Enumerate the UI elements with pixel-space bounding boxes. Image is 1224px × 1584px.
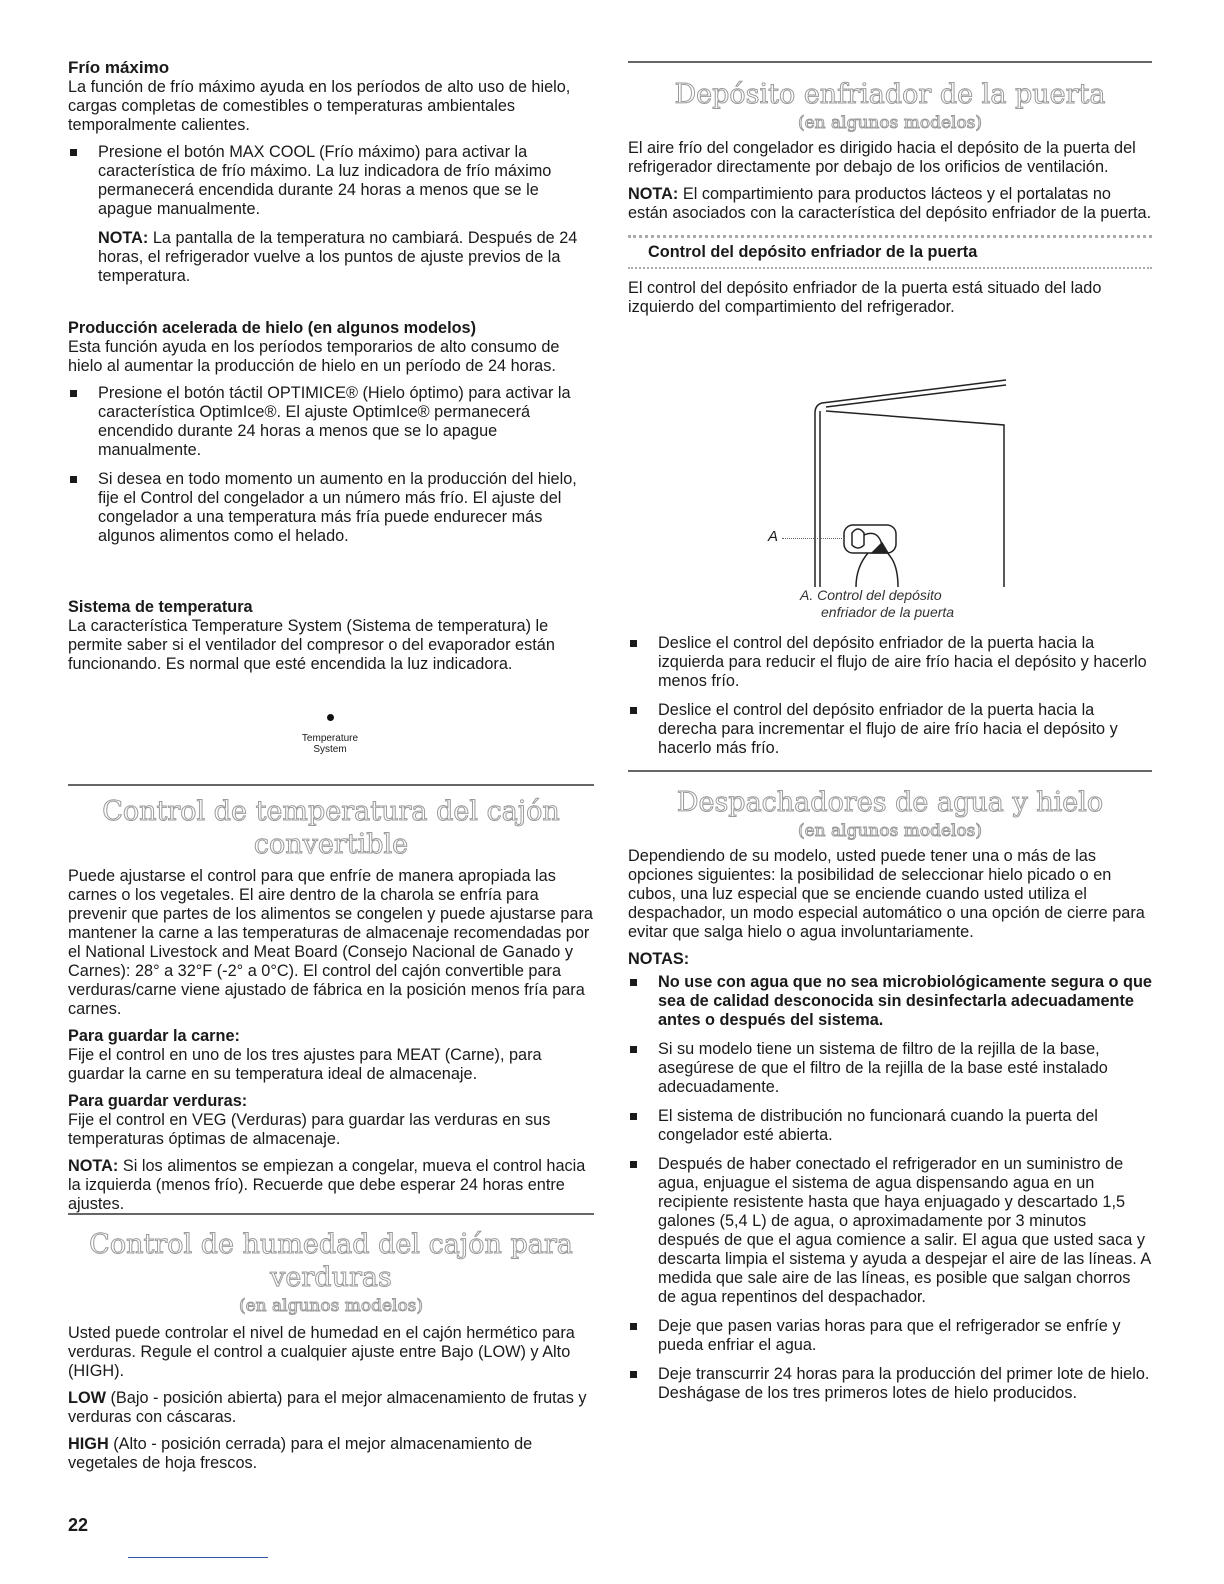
section-sistema-temperatura — [68, 598, 594, 682]
list-item-text: Deslice el control del depósito enfriador de la puerta hacia la izquierda para reducir el flujo de aire frío hacia el depósito y hacerlo menos frío. — [658, 634, 1147, 690]
subheading: Control del depósito enfriador de la puerta — [648, 243, 978, 261]
list-item-text: Presione el botón táctil OPTIMICE® (Hielo óptimo) para activar la característica OptimIce®. El ajuste OptimIce® permanecerá encendido durante 24 horas a menos que se lo apague manualmente. — [98, 384, 571, 459]
section-title: Control de temperatura del cajón — [102, 796, 560, 827]
note — [68, 229, 594, 286]
list-item — [628, 1317, 1152, 1355]
list-item-text: Si su modelo tiene un sistema de filtro de la rejilla de la base, asegúrese de que el filtro de la rejilla de la base esté instalado adecuadamente. — [658, 1040, 1108, 1096]
list-item-text: No use con agua que no sea microbiológicamente segura o que sea de calidad desconocida sin desinfectarla adecuadamente antes o después del sistema. — [658, 973, 1152, 1029]
indicator-label: System — [313, 744, 347, 755]
divider — [628, 770, 1152, 772]
list-item-text: El sistema de distribución no funcionará cuando la puerta del congelador esté abierta. — [658, 1107, 1098, 1144]
bullet-icon — [630, 707, 637, 714]
section-title: convertible — [253, 829, 409, 860]
section-heading: Frío máximo — [68, 58, 170, 77]
list-item-text: Deje que pasen varias horas para que el refrigerador se enfríe y pueda enfriar el agua. — [658, 1317, 1121, 1354]
note-label: NOTA: — [628, 185, 679, 203]
section-heading: Sistema de temperatura — [68, 598, 253, 616]
section-subtitle: (en algunos modelos) — [797, 113, 983, 133]
list-item — [628, 973, 1152, 1030]
list-item — [628, 1040, 1152, 1097]
bullet-icon — [70, 149, 77, 156]
list-item — [628, 1107, 1152, 1145]
divider — [68, 1213, 594, 1215]
paragraph: Dependiendo de su modelo, usted puede tener una o más de las opciones siguientes: la posibilidad de seleccionar hielo picado o en cubos, una luz especial que se enciende cuando usted utiliza el despachador, un modo especial automático o una opción de cierre para evitar que salga hielo o agua involuntariamente. — [628, 847, 1145, 941]
bullet-icon — [630, 1371, 637, 1378]
paragraph: La función de frío máximo ayuda en los períodos de alto uso de hielo, cargas completas de comestibles o temperaturas ambientales temporalmente calientes. — [68, 78, 571, 134]
note-label: NOTA: — [98, 229, 149, 247]
high-label: HIGH — [68, 1435, 109, 1453]
divider — [628, 61, 1152, 63]
page-number: 22 — [68, 1515, 89, 1535]
subheading: Para guardar la carne: — [68, 1027, 240, 1045]
note-text: Si los alimentos se empiezan a congelar, mueva el control hacia la izquierda (menos frío). Recuerde que debe esperar 24 horas entre ajustes. — [68, 1157, 586, 1213]
subheading: Para guardar verduras: — [68, 1092, 248, 1110]
deposito-bullets — [628, 634, 1152, 768]
door-bin-control-illustration — [760, 375, 1020, 590]
note-text: El compartimiento para productos lácteos y el portalatas no están asociados con la característica del depósito enfriador de la puerta. — [628, 185, 1152, 222]
leader-line — [782, 538, 844, 539]
high-text: (Alto - posición cerrada) para el mejor almacenamiento de vegetales de hoja frescos. — [68, 1435, 533, 1472]
section-humedad — [68, 1228, 594, 1481]
note-text: La pantalla de la temperatura no cambiará. Después de 24 horas, el refrigerador vuelve a los puntos de ajuste previos de la temperatura. — [98, 229, 578, 285]
list-item — [68, 143, 594, 219]
dotted-divider — [628, 267, 1152, 269]
paragraph — [68, 1435, 594, 1473]
list-item-text: Deslice el control del depósito enfriador de la puerta hacia la derecha para incrementar el flujo de aire frío hacia el depósito y hacerlo más frío. — [658, 701, 1118, 757]
footer-line — [128, 1557, 268, 1558]
paragraph: Esta función ayuda en los períodos temporarios de alto consumo de hielo al aumentar la producción de hielo en un período de 24 horas. — [68, 338, 560, 375]
bullet-icon — [630, 1113, 637, 1120]
section-frio-maximo — [68, 58, 594, 294]
low-text: (Bajo - posición abierta) para el mejor almacenamiento de frutas y verduras con cáscaras. — [68, 1389, 587, 1426]
section-produccion-hielo — [68, 319, 594, 556]
list-item-text: Si desea en todo momento un aumento en la producción del hielo, fije el Control del congelador a un número más frío. El ajuste del congelador a una temperatura más fría puede endurecer más algunos alimentos como el helado. — [98, 470, 577, 545]
caption-line: enfriador de la puerta — [821, 604, 955, 620]
section-cajon-convertible — [68, 795, 594, 1222]
list-item-text: Presione el botón MAX COOL (Frío máximo) para activar la característica de frío máximo. La luz indicadora de frío máximo permanecerá encendida durante 24 horas a menos que se le apague manualmente. — [98, 143, 552, 218]
note — [628, 185, 1152, 223]
section-title: Control de humedad del cajón para — [89, 1229, 573, 1260]
indicator-label: Temperature — [301, 733, 359, 744]
bullet-icon — [630, 640, 637, 647]
note-label: NOTA: — [68, 1157, 119, 1175]
paragraph: Fije el control en VEG (Verduras) para guardar las verduras en sus temperaturas óptimas de almacenaje. — [68, 1111, 551, 1148]
list-item-text: Después de haber conectado el refrigerador en un suministro de agua, enjuague el sistema de agua dispensando agua en un recipiente resistente hasta que haya enjuagado y descartado 1,5 galones (5,4 L) de agua, o aproximadamente por 3 minutos después de que el agua comience a salir. El agua que usted saca y descarta limpia el sistema y ayuda a despejar el aire de las líneas. A medida que sale aire de las líneas, es posible que salgan chorros de agua repentinos del despachador. — [658, 1155, 1151, 1306]
low-label: LOW — [68, 1389, 106, 1407]
paragraph: La característica Temperature System (Sistema de temperatura) le permite saber si el ventilador del compresor o del evaporador están funcionando. Es normal que esté encendida la luz indicadora. — [68, 617, 555, 673]
section-title: Depósito enfriador de la puerta — [674, 79, 1106, 110]
bullet-icon — [630, 1323, 637, 1330]
figure-label: A — [768, 528, 779, 545]
caption-line: A. Control del depósito — [800, 587, 942, 603]
paragraph: Usted puede controlar el nivel de humedad en el cajón hermético para verduras. Regule el control a cualquier ajuste entre Bajo (LOW) y Alto (HIGH). — [68, 1324, 575, 1380]
section-subtitle: (en algunos modelos) — [797, 821, 983, 841]
bullet-icon — [70, 390, 77, 397]
paragraph: Puede ajustarse el control para que enfríe de manera apropiada las carnes o los vegetales. El aire dentro de la charola se enfría para prevenir que partes de los alimentos se congelen y puede ajustarse para mantener la carne a las temperaturas de almacenaje recomendadas por el National Livestock and Meat Board (Consejo Nacional de Ganado y Carnes): 28° a 32°F (-2° a 0°C). El control del cajón convertible para verduras/carne viene ajustado de fábrica en la posición menos fría para carnes. — [68, 867, 593, 1018]
section-title: Despachadores de agua y hielo — [676, 787, 1104, 818]
temperature-system-indicator — [270, 714, 390, 755]
list-item — [628, 634, 1152, 691]
paragraph: Fije el control en uno de los tres ajustes para MEAT (Carne), para guardar la carne en su temperatura ideal de almacenaje. — [68, 1046, 542, 1083]
bullet-icon — [630, 1046, 637, 1053]
section-deposito — [628, 78, 1152, 325]
list-item-text: Deje transcurrir 24 horas para la producción del primer lote de hielo. Deshágase de los tres primeros lotes de hielo producidos. — [658, 1365, 1150, 1402]
notes-heading: NOTAS: — [628, 950, 690, 968]
list-item — [628, 1365, 1152, 1403]
bullet-icon — [630, 979, 637, 986]
section-subtitle: (en algunos modelos) — [238, 1296, 424, 1316]
figure-caption — [800, 587, 1000, 621]
divider — [68, 784, 594, 786]
paragraph: El aire frío del congelador es dirigido hacia el depósito de la puerta del refrigerador directamente por debajo de los orificios de ventilación. — [628, 139, 1136, 176]
note — [68, 1157, 594, 1214]
list-item — [68, 470, 594, 546]
indicator-dot-icon — [327, 714, 334, 721]
list-item — [628, 1155, 1152, 1307]
list-item — [628, 701, 1152, 758]
list-item — [68, 384, 594, 460]
door-illustration-icon — [760, 375, 1020, 590]
section-despachadores — [628, 786, 1152, 1413]
bullet-icon — [70, 476, 77, 483]
bullet-icon — [630, 1161, 637, 1168]
paragraph: El control del depósito enfriador de la puerta está situado del lado izquierdo del compartimiento del refrigerador. — [628, 279, 1102, 316]
section-heading: Producción acelerada de hielo (en algunos modelos) — [68, 319, 477, 337]
section-title: verduras — [270, 1262, 392, 1293]
paragraph — [68, 1389, 594, 1427]
